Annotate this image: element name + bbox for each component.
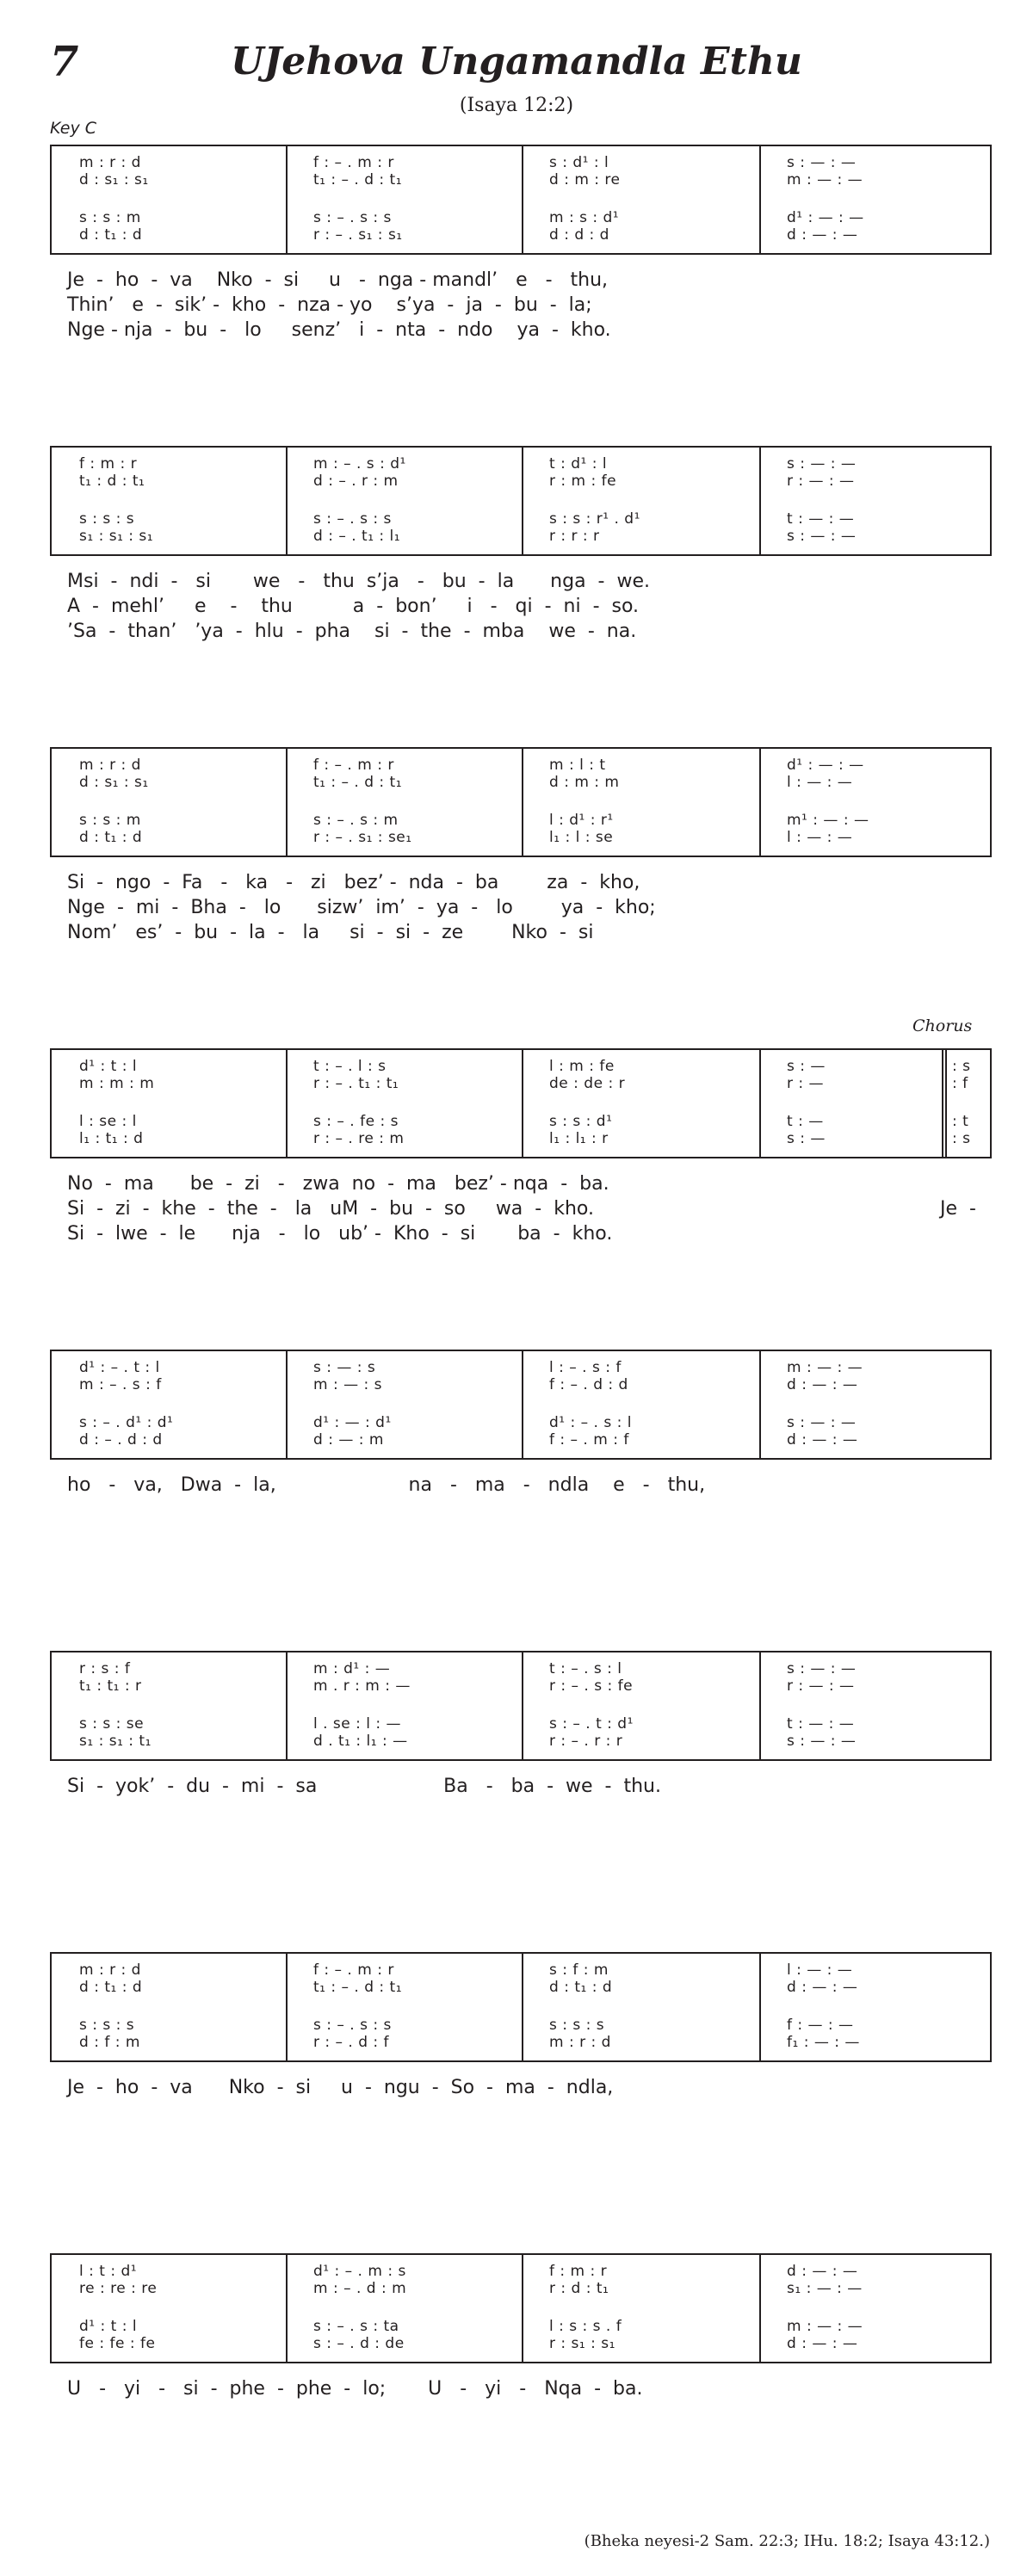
solfa-alto-m2: m : — : s bbox=[313, 1376, 382, 1393]
bar-line bbox=[522, 1351, 523, 1458]
solfa-tenor-m4: f : — : — bbox=[787, 2017, 854, 2034]
solfa-bass-m4: d : — : — bbox=[787, 1431, 858, 1449]
solfa-soprano-m3: s : f : m bbox=[549, 1961, 609, 1979]
solfa-alto-m1: d : t₁ : d bbox=[79, 1979, 143, 1996]
chorus-pickup-lyric: Je - bbox=[940, 1198, 976, 1220]
solfa-bass-m1: s₁ : s₁ : s₁ bbox=[79, 528, 154, 545]
solfa-soprano-m1: r : s : f bbox=[79, 1660, 131, 1677]
solfa-tenor-m4: t : — : — bbox=[787, 1715, 855, 1733]
solfa-tenor-m1: s : s : m bbox=[79, 812, 141, 829]
bar-line bbox=[286, 1652, 288, 1759]
bar-line bbox=[759, 1652, 761, 1759]
solfa-alto-m2: t₁ : – . d : t₁ bbox=[313, 774, 403, 791]
bar-line bbox=[286, 448, 288, 554]
solfa-tenor-m1: s : s : s bbox=[79, 510, 135, 528]
solfa-soprano-m4: m : — : — bbox=[787, 1359, 863, 1376]
solfa-soprano-m2: f : – . m : r bbox=[313, 154, 394, 171]
solfa-alto-m3: f : – . d : d bbox=[549, 1376, 628, 1393]
solfa-alto-m2: m . r : m : — bbox=[313, 1677, 411, 1695]
solfa-soprano-m1: l : t : d¹ bbox=[79, 2263, 138, 2280]
lyric-line-1: Si - yok’ - du - mi - sa Ba - ba - we - thu. bbox=[67, 1776, 661, 1797]
bar-line bbox=[522, 1954, 523, 2060]
solfa-tenor-m4: m : — : — bbox=[787, 2318, 863, 2335]
solfa-bass-m2: d . t₁ : l₁ : — bbox=[313, 1733, 408, 1750]
lyric-line-3: Nom’ es’ - bu - la - la si - si - ze Nko - si bbox=[67, 922, 594, 943]
solfa-bass-m3: r : r : r bbox=[549, 528, 600, 545]
solfa-tenor-m2: l . se : l : — bbox=[313, 1715, 402, 1733]
solfa-alto-m4: r : — : — bbox=[787, 473, 855, 490]
hymn-number: 7 bbox=[50, 38, 79, 86]
bar-line bbox=[759, 1050, 761, 1157]
solfa-alto-m4: s₁ : — : — bbox=[787, 2280, 863, 2297]
lyric-line-1: U - yi - si - phe - phe - lo; U - yi - Nqa - ba. bbox=[67, 2378, 643, 2400]
solfa-bass-m5: : s bbox=[952, 1130, 971, 1147]
music-system-5 bbox=[50, 1350, 992, 1460]
solfa-bass-m2: r : – . s₁ : s₁ bbox=[313, 226, 403, 244]
solfa-tenor-m3: l : s : s . f bbox=[549, 2318, 622, 2335]
solfa-soprano-m3: l : – . s : f bbox=[549, 1359, 622, 1376]
solfa-tenor-m3: s : – . t : d¹ bbox=[549, 1715, 634, 1733]
solfa-tenor-m4: d¹ : — : — bbox=[787, 209, 864, 226]
lyric-line-2: Nge - mi - Bha - lo sizw’ im’ - ya - lo ya - kho; bbox=[67, 897, 656, 918]
bar-line bbox=[286, 1954, 288, 2060]
solfa-soprano-m4: s : — : — bbox=[787, 1660, 857, 1677]
solfa-tenor-m2: s : – . fe : s bbox=[313, 1113, 399, 1130]
lyric-line-3: Nge - nja - bu - lo senz’ i - nta - ndo ya - kho. bbox=[67, 319, 611, 341]
solfa-soprano-m3: t : – . s : l bbox=[549, 1660, 622, 1677]
solfa-bass-m3: m : r : d bbox=[549, 2034, 611, 2051]
solfa-tenor-m4: m¹ : — : — bbox=[787, 812, 869, 829]
bar-line bbox=[759, 1954, 761, 2060]
solfa-tenor-m1: s : s : se bbox=[79, 1715, 145, 1733]
solfa-bass-m4: s : — : — bbox=[787, 1733, 857, 1750]
bar-line bbox=[522, 448, 523, 554]
bar-line bbox=[286, 1351, 288, 1458]
solfa-soprano-m3: f : m : r bbox=[549, 2263, 608, 2280]
solfa-alto-m4: d : — : — bbox=[787, 1979, 858, 1996]
solfa-bass-m1: d : t₁ : d bbox=[79, 829, 143, 846]
solfa-alto-m4: r : — : — bbox=[787, 1677, 855, 1695]
solfa-soprano-m4: s : — : — bbox=[787, 154, 857, 171]
solfa-tenor-m2: s : – . s : ta bbox=[313, 2318, 399, 2335]
scripture-reference: (Isaya 12:2) bbox=[459, 95, 574, 116]
solfa-bass-m1: d : f : m bbox=[79, 2034, 140, 2051]
solfa-alto-m1: m : m : m bbox=[79, 1075, 155, 1092]
solfa-alto-m1: d : s₁ : s₁ bbox=[79, 774, 149, 791]
solfa-tenor-m4: t : — : — bbox=[787, 510, 855, 528]
music-system-7 bbox=[50, 1952, 992, 2062]
solfa-soprano-m1: d¹ : – . t : l bbox=[79, 1359, 160, 1376]
lyric-line-1: No - ma be - zi - zwa no - ma bez’ - nqa - ba. bbox=[67, 1173, 609, 1195]
bar-line bbox=[759, 749, 761, 856]
bar-line bbox=[759, 1351, 761, 1458]
solfa-alto-m1: re : re : re bbox=[79, 2280, 158, 2297]
solfa-bass-m4: d : — : — bbox=[787, 2335, 858, 2352]
solfa-soprano-m4: s : — bbox=[787, 1058, 826, 1075]
solfa-bass-m1: l₁ : t₁ : d bbox=[79, 1130, 144, 1147]
lyric-line-1: Je - ho - va Nko - si u - nga - mandl’ e - thu, bbox=[67, 269, 609, 291]
solfa-bass-m1: d : – . d : d bbox=[79, 1431, 163, 1449]
solfa-tenor-m2: s : – . s : s bbox=[313, 2017, 392, 2034]
solfa-bass-m3: l₁ : l : se bbox=[549, 829, 614, 846]
bar-line bbox=[759, 448, 761, 554]
solfa-bass-m2: s : – . d : de bbox=[313, 2335, 405, 2352]
solfa-tenor-m2: s : – . s : s bbox=[313, 510, 392, 528]
solfa-alto-m4: r : — bbox=[787, 1075, 825, 1092]
lyric-line-1: Msi - ndi - si we - thu s’ja - bu - la nga - we. bbox=[67, 571, 650, 592]
double-bar-line bbox=[942, 1050, 947, 1157]
footnote-references: (Bheka neyesi-2 Sam. 22:3; IHu. 18:2; Isaya 43:12.) bbox=[584, 2532, 990, 2550]
solfa-alto-m1: d : s₁ : s₁ bbox=[79, 171, 149, 188]
lyric-line-3: ’Sa - than’ ’ya - hlu - pha si - the - mba we - na. bbox=[67, 621, 637, 642]
solfa-alto-m1: t₁ : d : t₁ bbox=[79, 473, 145, 490]
solfa-alto-m5: : f bbox=[952, 1075, 968, 1092]
solfa-soprano-m3: l : m : fe bbox=[549, 1058, 615, 1075]
solfa-bass-m2: d : – . t₁ : l₁ bbox=[313, 528, 401, 545]
solfa-tenor-m3: s : s : d¹ bbox=[549, 1113, 613, 1130]
key-signature: Key C bbox=[50, 119, 97, 138]
solfa-bass-m2: d : — : m bbox=[313, 1431, 384, 1449]
bar-line bbox=[522, 1652, 523, 1759]
bar-line bbox=[522, 2255, 523, 2362]
solfa-bass-m3: f : – . m : f bbox=[549, 1431, 629, 1449]
solfa-tenor-m1: s : s : s bbox=[79, 2017, 135, 2034]
music-system-1 bbox=[50, 145, 992, 255]
music-system-6 bbox=[50, 1651, 992, 1761]
solfa-bass-m3: l₁ : l₁ : r bbox=[549, 1130, 609, 1147]
solfa-soprano-m4: s : — : — bbox=[787, 455, 857, 473]
solfa-soprano-m2: f : – . m : r bbox=[313, 757, 394, 774]
solfa-tenor-m1: s : – . d¹ : d¹ bbox=[79, 1414, 174, 1431]
solfa-bass-m1: s₁ : s₁ : t₁ bbox=[79, 1733, 152, 1750]
lyric-line-3: Si - lwe - le nja - lo ub’ - Kho - si ba - kho. bbox=[67, 1223, 613, 1245]
solfa-soprano-m2: m : – . s : d¹ bbox=[313, 455, 406, 473]
solfa-alto-m2: r : – . t₁ : t₁ bbox=[313, 1075, 399, 1092]
solfa-bass-m4: f₁ : — : — bbox=[787, 2034, 860, 2051]
solfa-alto-m2: d : – . r : m bbox=[313, 473, 399, 490]
solfa-bass-m2: r : – . s₁ : se₁ bbox=[313, 829, 412, 846]
solfa-bass-m3: r : – . r : r bbox=[549, 1733, 623, 1750]
solfa-soprano-m1: d¹ : t : l bbox=[79, 1058, 138, 1075]
solfa-alto-m3: d : m : re bbox=[549, 171, 621, 188]
solfa-tenor-m2: s : – . s : m bbox=[313, 812, 399, 829]
solfa-bass-m4: s : — bbox=[787, 1130, 826, 1147]
solfa-soprano-m1: m : r : d bbox=[79, 757, 141, 774]
lyric-line-2: Thin’ e - sik’ - kho - nza - yo s’ya - ja - bu - la; bbox=[67, 294, 592, 316]
solfa-bass-m3: r : s₁ : s₁ bbox=[549, 2335, 615, 2352]
bar-line bbox=[286, 146, 288, 253]
solfa-soprano-m5: : s bbox=[952, 1058, 971, 1075]
solfa-alto-m3: d : t₁ : d bbox=[549, 1979, 613, 1996]
solfa-bass-m3: d : d : d bbox=[549, 226, 609, 244]
bar-line bbox=[759, 146, 761, 253]
bar-line bbox=[286, 2255, 288, 2362]
lyric-line-1: Je - ho - va Nko - si u - ngu - So - ma - ndla, bbox=[67, 2077, 614, 2098]
solfa-tenor-m4: t : — bbox=[787, 1113, 824, 1130]
solfa-soprano-m1: m : r : d bbox=[79, 1961, 141, 1979]
music-system-8 bbox=[50, 2253, 992, 2363]
bar-line bbox=[522, 1050, 523, 1157]
solfa-alto-m1: m : – . s : f bbox=[79, 1376, 162, 1393]
solfa-tenor-m3: s : s : r¹ . d¹ bbox=[549, 510, 640, 528]
bar-line bbox=[286, 749, 288, 856]
solfa-tenor-m5: : t bbox=[952, 1113, 969, 1130]
bar-line bbox=[522, 146, 523, 253]
solfa-alto-m2: t₁ : – . d : t₁ bbox=[313, 1979, 403, 1996]
solfa-soprano-m4: l : — : — bbox=[787, 1961, 853, 1979]
hymn-title: UJehova Ungamandla Ethu bbox=[231, 40, 802, 83]
solfa-tenor-m2: d¹ : — : d¹ bbox=[313, 1414, 392, 1431]
solfa-tenor-m3: m : s : d¹ bbox=[549, 209, 620, 226]
solfa-tenor-m1: d¹ : t : l bbox=[79, 2318, 138, 2335]
solfa-alto-m2: t₁ : – . d : t₁ bbox=[313, 171, 403, 188]
solfa-soprano-m4: d¹ : — : — bbox=[787, 757, 864, 774]
solfa-soprano-m4: d : — : — bbox=[787, 2263, 858, 2280]
bar-line bbox=[759, 2255, 761, 2362]
solfa-soprano-m1: m : r : d bbox=[79, 154, 141, 171]
solfa-tenor-m2: s : – . s : s bbox=[313, 209, 392, 226]
music-system-2 bbox=[50, 446, 992, 556]
solfa-soprano-m3: m : l : t bbox=[549, 757, 606, 774]
solfa-soprano-m2: d¹ : – . m : s bbox=[313, 2263, 406, 2280]
solfa-soprano-m2: f : – . m : r bbox=[313, 1961, 394, 1979]
solfa-bass-m4: l : — : — bbox=[787, 829, 853, 846]
solfa-alto-m4: m : — : — bbox=[787, 171, 863, 188]
solfa-soprano-m1: f : m : r bbox=[79, 455, 138, 473]
solfa-bass-m2: r : – . re : m bbox=[313, 1130, 405, 1147]
solfa-alto-m3: de : de : r bbox=[549, 1075, 626, 1092]
solfa-bass-m1: d : t₁ : d bbox=[79, 226, 143, 244]
solfa-alto-m3: r : – . s : fe bbox=[549, 1677, 634, 1695]
solfa-bass-m1: fe : fe : fe bbox=[79, 2335, 156, 2352]
solfa-tenor-m1: l : se : l bbox=[79, 1113, 137, 1130]
solfa-alto-m4: l : — : — bbox=[787, 774, 853, 791]
bar-line bbox=[286, 1050, 288, 1157]
solfa-alto-m3: d : m : m bbox=[549, 774, 620, 791]
solfa-soprano-m2: s : — : s bbox=[313, 1359, 376, 1376]
solfa-tenor-m3: d¹ : – . s : l bbox=[549, 1414, 632, 1431]
solfa-soprano-m2: t : – . l : s bbox=[313, 1058, 387, 1075]
lyric-line-2: Si - zi - khe - the - la uM - bu - so wa - kho. bbox=[67, 1198, 594, 1220]
chorus-label: Chorus bbox=[912, 1016, 973, 1035]
solfa-soprano-m3: t : d¹ : l bbox=[549, 455, 608, 473]
music-system-3 bbox=[50, 747, 992, 857]
solfa-alto-m3: r : m : fe bbox=[549, 473, 617, 490]
solfa-bass-m4: s : — : — bbox=[787, 528, 857, 545]
solfa-soprano-m2: m : d¹ : — bbox=[313, 1660, 391, 1677]
lyric-line-1: Si - ngo - Fa - ka - zi bez’ - nda - ba za - kho, bbox=[67, 872, 640, 893]
solfa-alto-m4: d : — : — bbox=[787, 1376, 858, 1393]
music-system-4 bbox=[50, 1048, 992, 1158]
lyric-line-1: ho - va, Dwa - la, na - ma - ndla e - thu, bbox=[67, 1474, 706, 1496]
solfa-tenor-m4: s : — : — bbox=[787, 1414, 857, 1431]
solfa-alto-m1: t₁ : t₁ : r bbox=[79, 1677, 142, 1695]
lyric-line-2: A - mehl’ e - thu a - bon’ i - qi - ni - so. bbox=[67, 596, 640, 617]
solfa-bass-m2: r : – . d : f bbox=[313, 2034, 390, 2051]
solfa-bass-m4: d : — : — bbox=[787, 226, 858, 244]
solfa-tenor-m3: s : s : s bbox=[549, 2017, 605, 2034]
solfa-alto-m2: m : – . d : m bbox=[313, 2280, 407, 2297]
solfa-alto-m3: r : d : t₁ bbox=[549, 2280, 609, 2297]
solfa-soprano-m3: s : d¹ : l bbox=[549, 154, 609, 171]
bar-line bbox=[522, 749, 523, 856]
solfa-tenor-m1: s : s : m bbox=[79, 209, 141, 226]
solfa-tenor-m3: l : d¹ : r¹ bbox=[549, 812, 614, 829]
